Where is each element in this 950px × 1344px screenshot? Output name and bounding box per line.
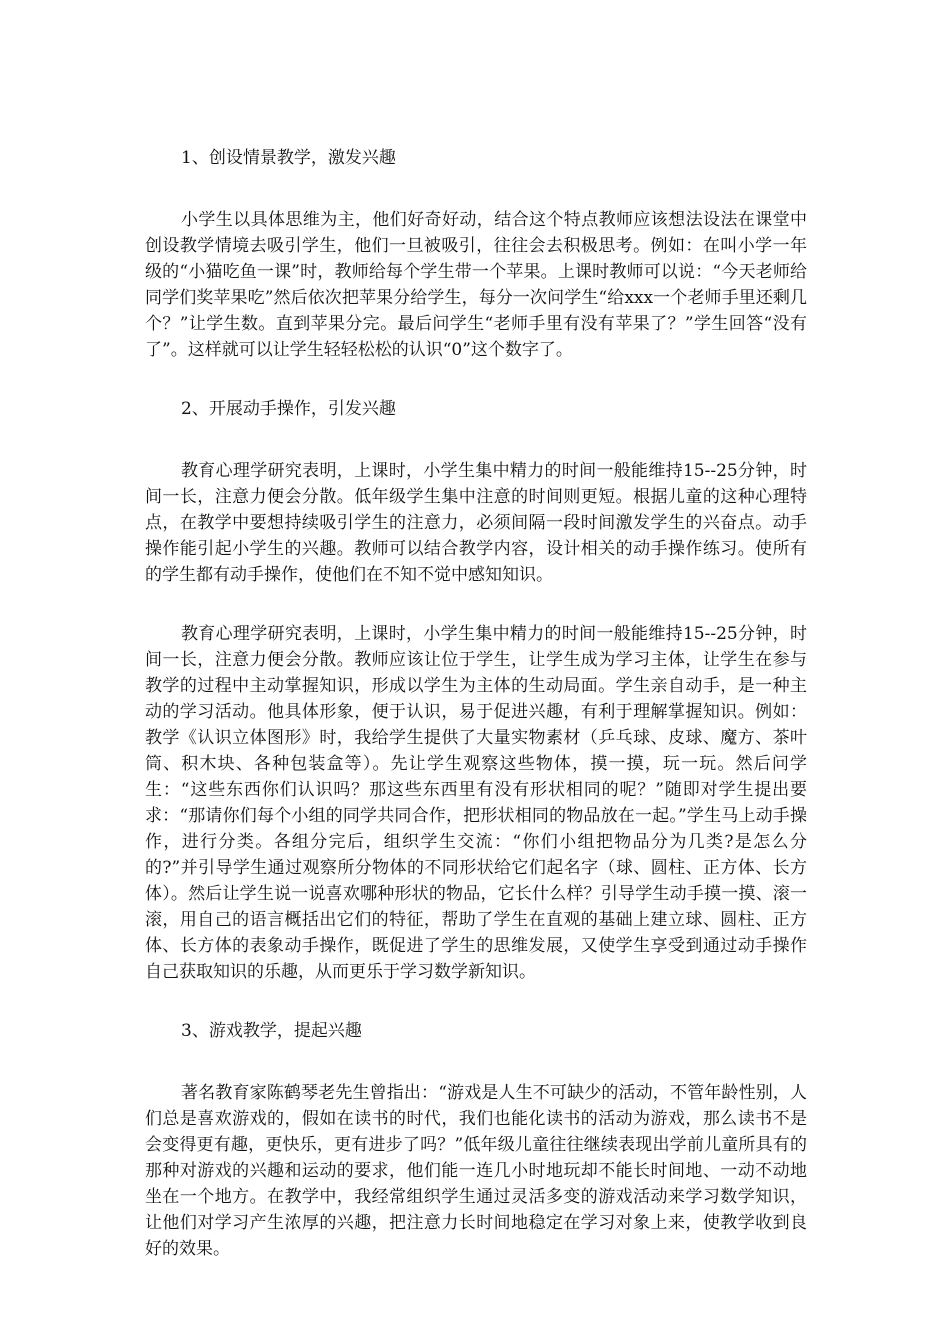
paragraph: 著名教育家陈鹤琴老先生曾指出：“游戏是人生不可缺少的活动，不管年龄性别，人们总是喜欢游戏的，假如在读书的时代，我们也能化读书的活动为游戏，那么读书不是会变得更有趣，更快乐，更有进步了吗？”低年级儿童往往继续表现出学前儿童所具有的那种对游戏的兴趣和运动的要求，他们能一连几小时地玩却不能长时间地、一动不动地坐在一个地方。在教学中，我经常组织学生通过灵活多变的游戏活动来学习数学知识，让他们对学习产生浓厚的兴趣，把注意力长时间地稳定在学习对象上来，使教学收到良好的效果。: [145, 1083, 807, 1259]
paragraph: 教育心理学研究表明，上课时，小学生集中精力的时间一般能维持15--25分钟，时间一长，注意力便会分散。低年级学生集中注意的时间则更短。根据儿童的这种心理特点，在教学中要想持续吸引学生的注意力，必须间隔一段时间激发学生的兴奋点。动手操作能引起小学生的兴趣。教师可以结合教学内容，设计相关的动手操作练习。使所有的学生都有动手操作，使他们在不知不觉中感知知识。: [145, 461, 807, 585]
section-heading: 3、游戏教学，提起兴趣: [181, 1021, 362, 1041]
paragraph: 小学生以具体思维为主，他们好奇好动，结合这个特点教师应该想法设法在课堂中创设教学情境去吸引学生，他们一旦被吸引，往往会去积极思考。例如：在叫小学一年级的“小猫吃鱼一课”时，教师给每个学生带一个苹果。上课时教师可以说：“今天老师给同学们奖苹果吃”然后依次把苹果分给学生，每分一次问学生“给xxx一个老师手里还剩几个？”让学生数。直到苹果分完。最后问学生“老师手里有没有苹果了？”学生回答“没有了”。这样就可以让学生轻轻松松的认识“0”这个数字了。: [145, 210, 807, 360]
document-page: [145, 145, 807, 1262]
paragraph: 教育心理学研究表明，上课时，小学生集中精力的时间一般能维持15--25分钟，时间一长，注意力便会分散。教师应该让位于学生，让学生成为学习主体，让学生在参与教学的过程中主动掌握知识，形成以学生为主体的生动局面。学生亲自动手，是一种主动的学习活动。他具体形象，便于认识，易于促进兴趣，有利于理解掌握知识。例如：教学《认识立体图形》时，我给学生提供了大量实物素材（乒乓球、皮球、魔方、茶叶筒、积木块、各种包装盒等）。先让学生观察这些物体，摸一摸，玩一玩。然后问学生：“这些东西你们认识吗？那这些东西里有没有形状相同的呢？”随即对学生提出要求：“那请你们每个小组的同学共同合作，把形状相同的物品放在一起。”学生马上动手操作，进行分类。各组分完后，组织学生交流：“你们小组把物品分为几类?是怎么分的?”并引导学生通过观察所分物体的不同形状给它们起名字（球、圆柱、正方体、长方体）。然后让学生说一说喜欢哪种形状的物品，它长什么样？引导学生动手摸一摸、滚一滚，用自己的语言概括出它们的特征，帮助了学生在直观的基础上建立球、圆柱、正方体、长方体的表象动手操作，既促进了学生的思维发展，又使学生享受到通过动手操作自己获取知识的乐趣，从而更乐于学习数学新知识。: [145, 624, 807, 982]
section-heading: 1、创设情景教学，激发兴趣: [181, 148, 396, 168]
section-heading: 2、开展动手操作，引发兴趣: [181, 399, 396, 419]
